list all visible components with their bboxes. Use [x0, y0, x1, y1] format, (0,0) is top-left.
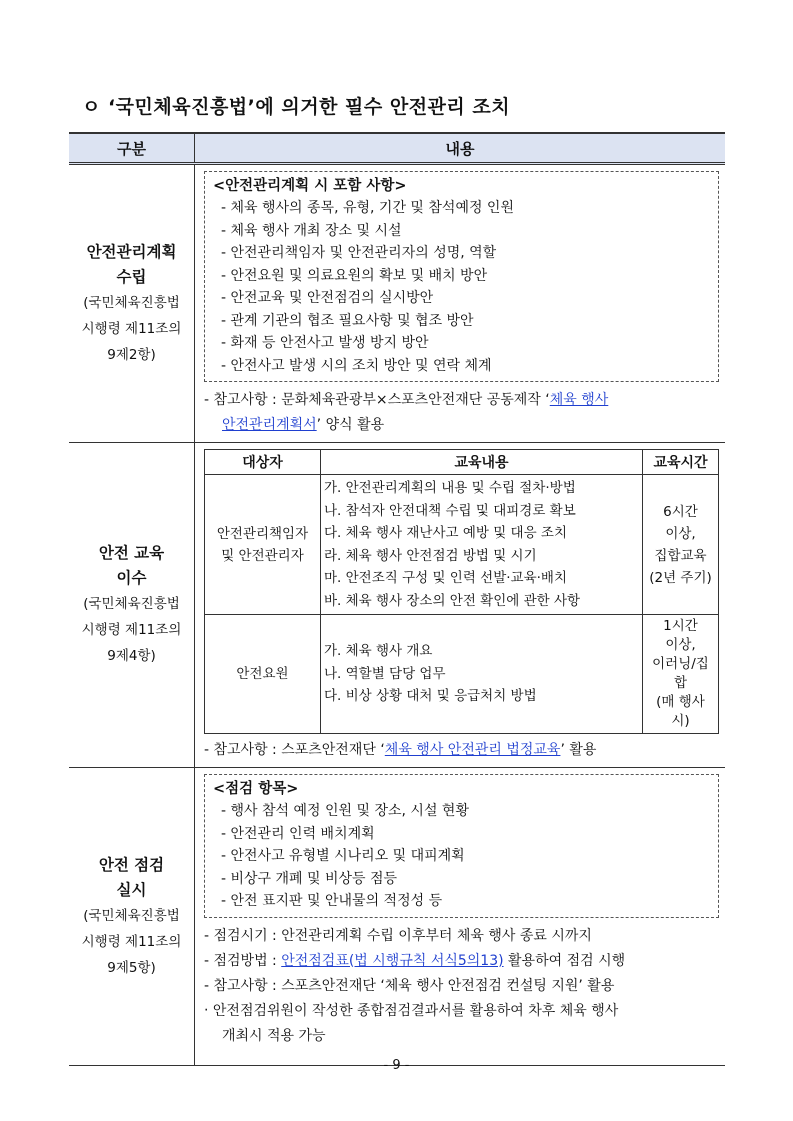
- section-title: 안전관리계획 수립: [86, 242, 177, 286]
- education-header-target: 대상자: [205, 450, 321, 475]
- section-law-reference: (국민체육진흥법 시행령 제11조의 9제2항): [81, 294, 182, 363]
- safety-measures-table: [69, 132, 725, 1066]
- education-target: 안전관리책임자 및 안전관리자: [205, 475, 321, 615]
- education-time: 6시간 이상, 집합교육 (2년 주기): [643, 475, 719, 615]
- reference-note-cont: 안전관리계획서’ 양식 활용: [222, 417, 385, 433]
- reference-note: - 참고사항 : 스포츠안전재단 ‘체육 행사 안전점검 컨설팅 지원’ 활용: [204, 977, 615, 994]
- reference-note: - 참고사항 : 스포츠안전재단 ‘체육 행사 안전관리 법정교육’ 활용: [204, 742, 597, 758]
- section-safety-plan: [69, 164, 725, 443]
- plan-form-link-cont[interactable]: 안전관리계획서: [222, 417, 317, 433]
- education-content: 가. 체육 행사 개요 나. 역할별 담당 업무 다. 비상 상황 대처 및 응급처치 방법: [321, 615, 643, 734]
- checklist-link[interactable]: 안전점검표(법 시행규칙 서식5의13): [281, 952, 504, 969]
- section-title: 안전 교육 이수: [98, 544, 165, 587]
- section-title: 안전 점검 실시: [98, 855, 165, 899]
- list-item: - 안전사고 유형별 시나리오 및 대피계획: [221, 848, 465, 864]
- section-safety-inspection: [69, 768, 725, 1066]
- sub-note-cont: 개최시 적용 가능: [222, 1027, 326, 1044]
- education-content: 가. 안전관리계획의 내용 및 수립 절차‧방법 나. 참석자 안전대책 수립 및 대피경로 확보 다. 체육 행사 재난사고 예방 및 대응 조치 라. 체육 행사 안전점검 방법 및 시기 마. 안전조직 구성 및 인력 선발‧교육‧배치 바. 체육 행사 장소의 안전 확인에 관한 사항: [321, 475, 643, 615]
- education-header-row: [205, 450, 719, 475]
- section-label-cell: [69, 443, 195, 768]
- section-law-reference: (국민체육진흥법 시행령 제11조의 9제4항): [81, 596, 182, 664]
- header-category: 구분: [69, 133, 195, 164]
- page-heading: ㅇ ‘국민체육진흥법’에 의거한 필수 안전관리 조치: [82, 96, 511, 118]
- plan-items-box: [204, 171, 719, 382]
- section-label-cell: [69, 164, 195, 443]
- section-label-cell: [69, 768, 195, 1066]
- list-item: - 체육 행사 개최 장소 및 시설: [221, 222, 402, 239]
- section-content-cell: [195, 443, 726, 768]
- list-item: - 비상구 개폐 및 비상등 점등: [221, 870, 398, 887]
- section-safety-education: [69, 443, 725, 768]
- list-item: - 행사 참석 예정 인원 및 장소, 시설 현황: [221, 803, 469, 819]
- list-item: - 안전관리책임자 및 안전관리자의 성명, 역할: [221, 245, 497, 261]
- list-item: - 안전교육 및 안전점검의 실시방안: [221, 290, 434, 306]
- education-time: 1시간 이상, 이러닝/집합 (매 행사 시): [643, 615, 719, 734]
- sub-note: ‧ 안전점검위원이 작성한 종합점검결과서를 활용하여 차후 체육 행사: [204, 1002, 619, 1019]
- list-item: - 관계 기관의 협조 필요사항 및 협조 방안: [221, 312, 474, 329]
- section-content-cell: [195, 768, 726, 1066]
- list-item: - 체육 행사의 종목, 유형, 기간 및 참석예정 인원: [221, 200, 514, 216]
- list-item: - 안전 표지판 및 안내물의 적정성 등: [221, 893, 443, 909]
- reference-note: - 참고사항 : 문화체육관광부×스포츠안전재단 공동제작 ‘체육 행사: [204, 392, 609, 408]
- inspection-method: - 점검방법 : 안전점검표(법 시행규칙 서식5의13) 활용하여 점검 시행: [204, 952, 626, 969]
- box-title: <안전관리계획 시 포함 사항>: [213, 178, 407, 194]
- header-content: 내용: [195, 133, 726, 164]
- table-header-row: [69, 133, 725, 164]
- education-target: 안전요원: [205, 615, 321, 734]
- list-item: - 화재 등 안전사고 발생 방지 방안: [221, 335, 429, 351]
- list-item: - 안전관리 인력 배치계획: [221, 825, 375, 842]
- inspection-items-box: [204, 774, 719, 918]
- table-row: [205, 615, 719, 734]
- section-law-reference: (국민체육진흥법 시행령 제11조의 9제5항): [81, 907, 182, 976]
- table-row: [205, 475, 719, 615]
- plan-form-link[interactable]: 체육 행사: [549, 392, 609, 408]
- section-content-cell: [195, 164, 726, 443]
- education-header-content: 교육내용: [321, 450, 643, 475]
- list-item: - 안전사고 발생 시의 조치 방안 및 연락 체계: [221, 357, 492, 374]
- education-header-time: 교육시간: [643, 450, 719, 475]
- page-number: - 9 -: [383, 1058, 410, 1073]
- education-link[interactable]: 체육 행사 안전관리 법정교육: [384, 742, 561, 758]
- box-title: <점검 항목>: [213, 781, 299, 797]
- education-table: [204, 449, 719, 734]
- list-item: - 안전요원 및 의료요원의 확보 및 배치 방안: [221, 267, 488, 284]
- inspection-timing: - 점검시기 : 안전관리계획 수립 이후부터 체육 행사 종료 시까지: [204, 927, 592, 944]
